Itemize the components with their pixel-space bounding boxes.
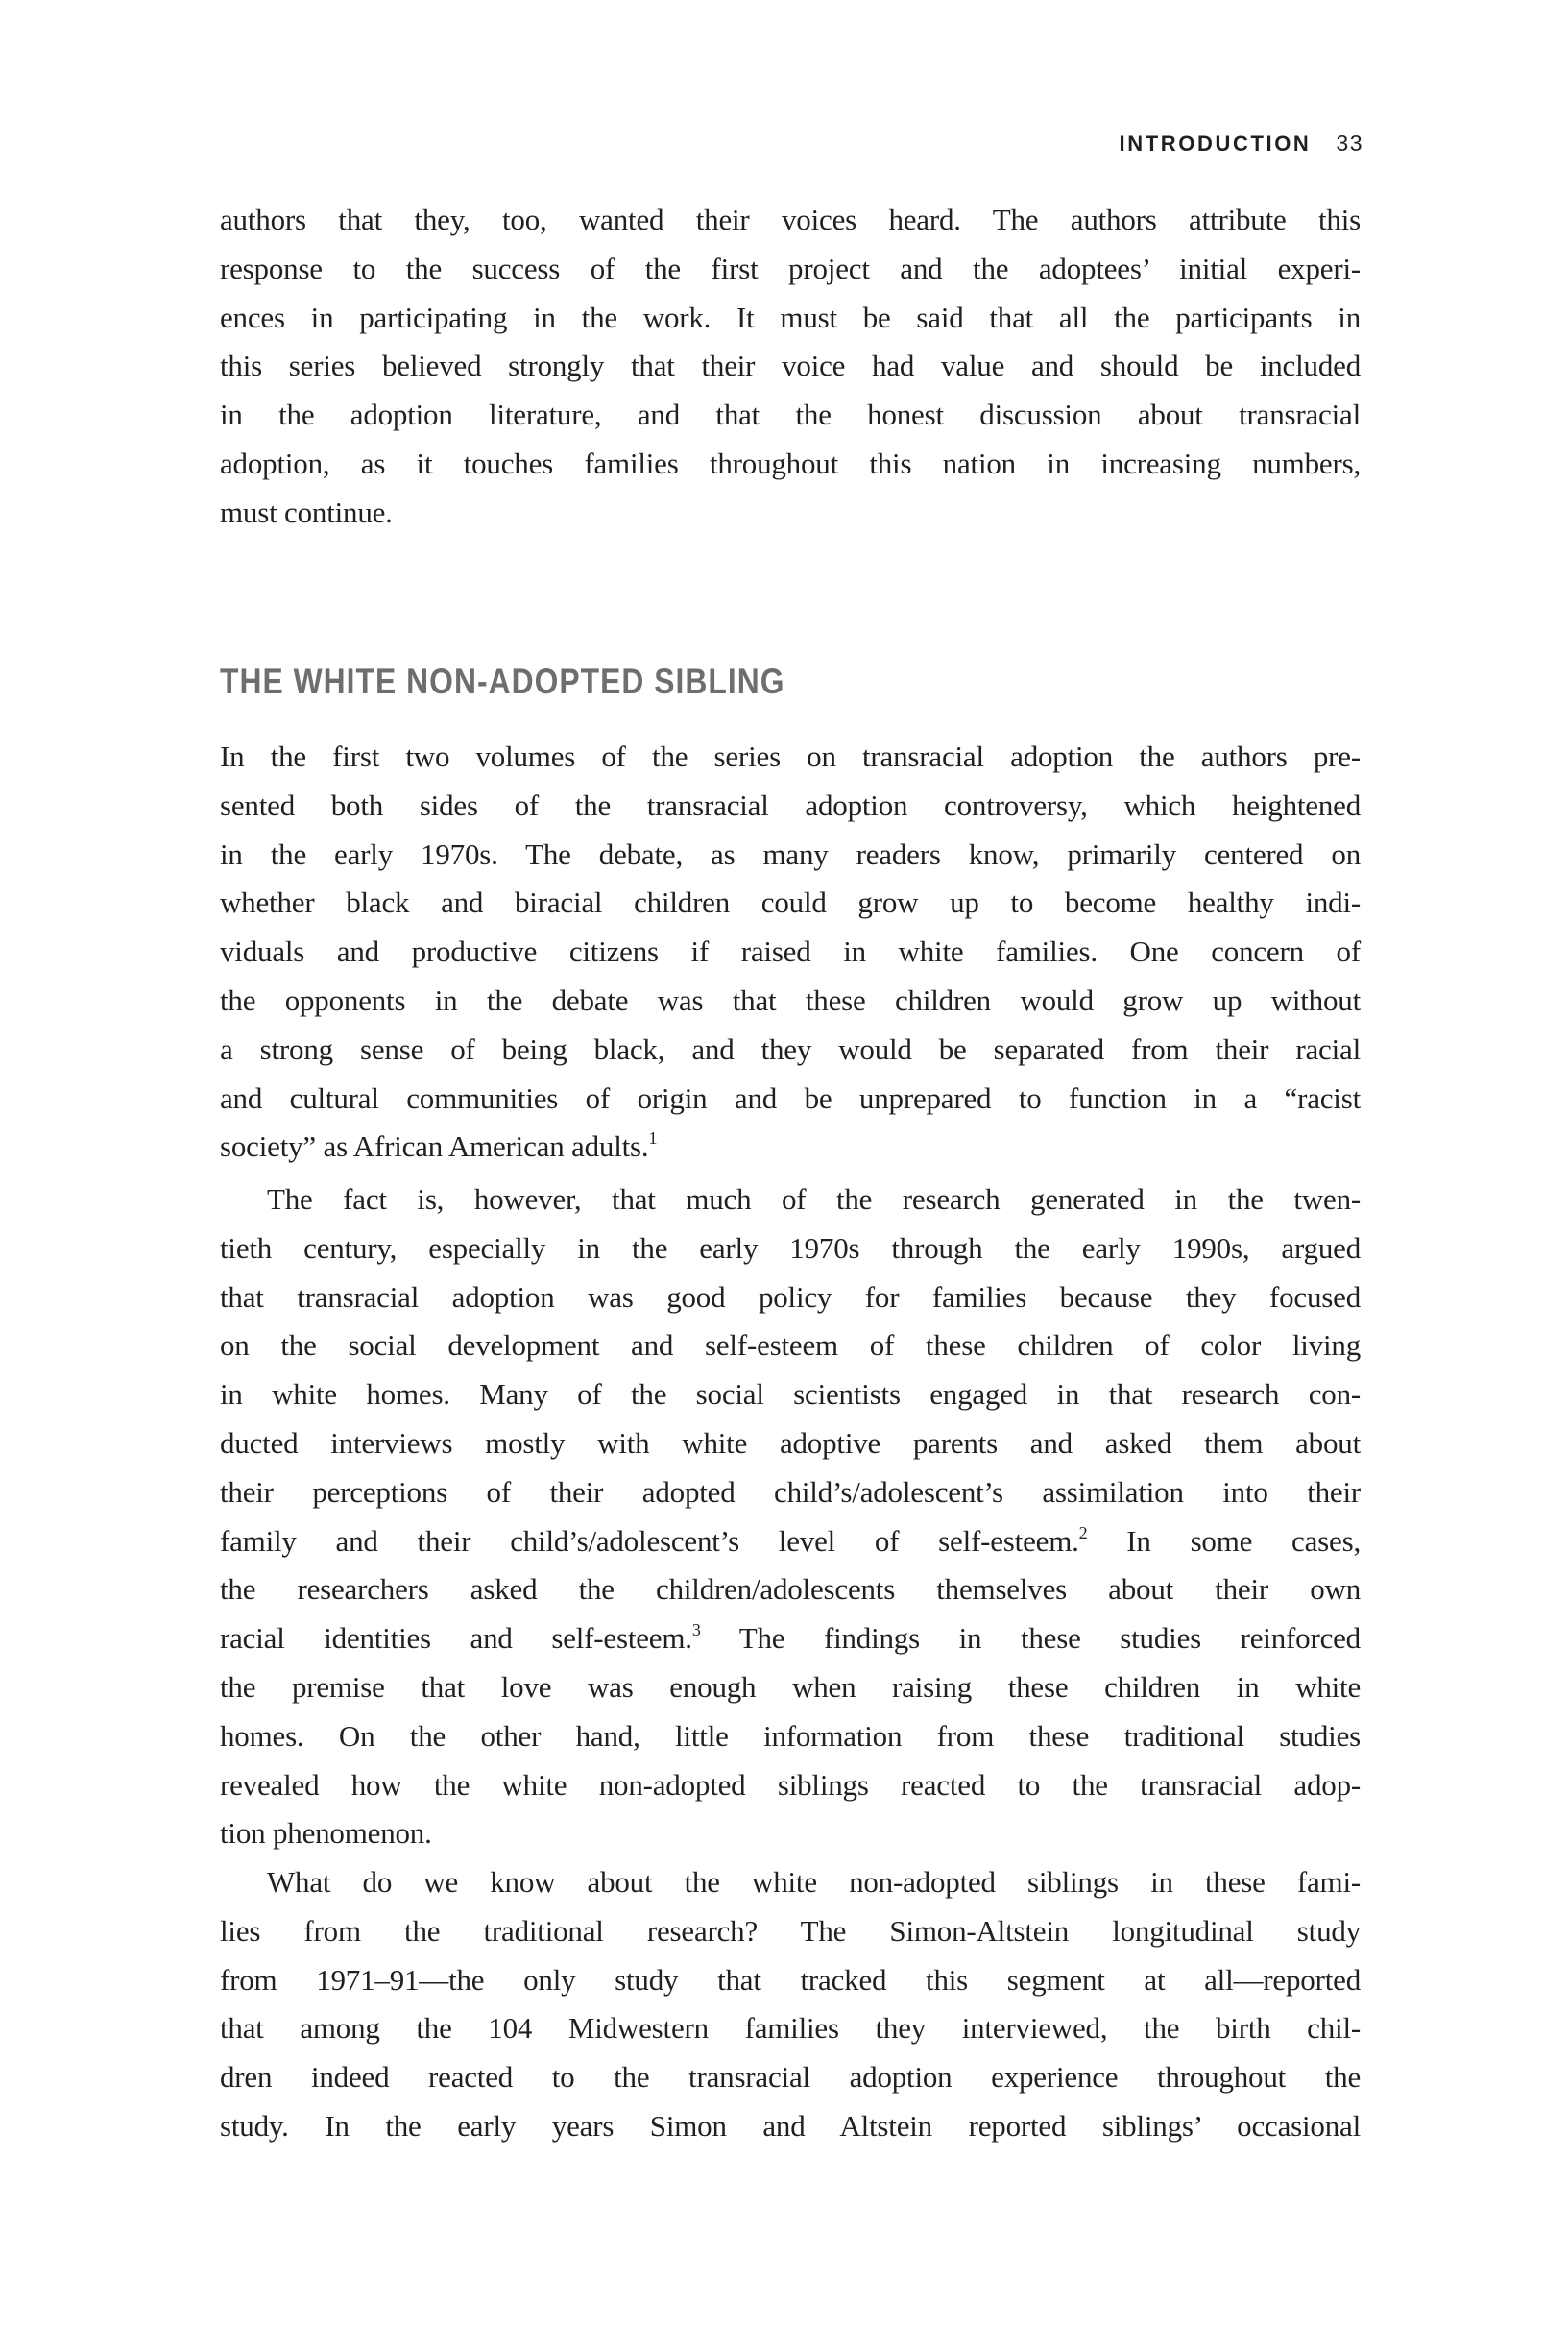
text-line: ences in participating in the work. It must be said that all the participants in: [220, 300, 1361, 334]
text-line: homes. On the other hand, little information from these traditional studies: [220, 1718, 1361, 1753]
footnote-ref-3[interactable]: 3: [691, 1620, 701, 1640]
text-line: lies from the traditional research? The Simon-Altstein longitudinal study: [220, 1913, 1361, 1948]
text-line: must continue.: [220, 495, 393, 529]
text-line: their perceptions of their adopted child’s/adolescent’s assimilation into their: [220, 1474, 1361, 1509]
text-segment: family and their child’s/adolescent’s level of self-esteem.: [220, 1523, 1079, 1558]
paragraph-2: [220, 1176, 1361, 1858]
running-head: [960, 131, 1363, 159]
text-line: sented both sides of the transracial adoption controversy, which heightened: [220, 788, 1361, 822]
text-line: in the adoption literature, and that the honest discussion about transracial: [220, 398, 1361, 432]
text-line: the researchers asked the children/adolescents themselves about their own: [220, 1572, 1361, 1607]
text-line: tion phenomenon.: [220, 1816, 432, 1851]
text-line: response to the success of the first project and the adoptees’ initial experi-: [220, 251, 1361, 285]
text-line: whether black and biracial children could grow up to become healthy indi-: [220, 885, 1361, 920]
text-line: in white homes. Many of the social scientists engaged in that research con-: [220, 1377, 1361, 1412]
text-line: What do we know about the white non-adopted siblings in these fami-: [267, 1865, 1361, 1899]
text-line: authors that they, too, wanted their voices heard. The authors attribute this: [220, 203, 1361, 236]
footnote-ref-2[interactable]: 2: [1078, 1522, 1088, 1542]
text-line: from 1971–91—the only study that tracked this segment at all—reported: [220, 1962, 1361, 1997]
text-line: that transracial adoption was good policy for families because they focused: [220, 1279, 1361, 1314]
text-line: dren indeed reacted to the transracial adoption experience throughout the: [220, 2060, 1361, 2095]
page-number: 33: [1336, 131, 1363, 156]
text-line: adoption, as it touches families throughout this nation in increasing numbers,: [220, 446, 1361, 480]
text-line: [220, 1517, 1361, 1566]
text-line: in the early 1970s. The debate, as many readers know, primarily centered on: [220, 837, 1361, 871]
text-line: ducted interviews mostly with white adoptive parents and asked them about: [220, 1425, 1361, 1460]
running-head-title: INTRODUCTION: [1119, 132, 1312, 156]
text-line: [220, 1614, 1361, 1663]
text-line: tieth century, especially in the early 1970s through the early 1990s, argued: [220, 1230, 1361, 1265]
text-line: revealed how the white non-adopted siblings reacted to the transracial adop-: [220, 1767, 1361, 1802]
paragraph-continuation: [220, 196, 1361, 538]
text-line: a strong sense of being black, and they would be separated from their racial: [220, 1031, 1361, 1066]
text-line: that among the 104 Midwestern families they interviewed, the birth chil-: [220, 2011, 1361, 2046]
text-segment: racial identities and self-esteem.: [220, 1621, 692, 1656]
text-line: on the social development and self-esteem of these children of color living: [220, 1328, 1361, 1363]
text-line: viduals and productive citizens if raised in white families. One concern of: [220, 934, 1361, 969]
text-line: this series believed strongly that their voice had value and should be included: [220, 349, 1361, 383]
text-line: study. In the early years Simon and Altstein reported siblings’ occasional: [220, 2108, 1361, 2143]
text-line: In the first two volumes of the series on transracial adoption the authors pre-: [220, 740, 1361, 773]
text-line: [220, 1123, 1361, 1172]
text-segment: In some cases,: [1087, 1523, 1361, 1558]
text-line: the premise that love was enough when raising these children in white: [220, 1669, 1361, 1704]
section-heading: THE WHITE NON-ADOPTED SIBLING: [220, 662, 785, 701]
text-line: and cultural communities of origin and be unprepared to function in a “racist: [220, 1080, 1361, 1115]
footnote-ref-1[interactable]: 1: [648, 1128, 658, 1149]
paragraph-1: [220, 733, 1361, 1172]
text-line: The fact is, however, that much of the research generated in the twen-: [267, 1182, 1361, 1216]
text-line: the opponents in the debate was that these children would grow up without: [220, 982, 1361, 1017]
text-segment: society” as African American adults.: [220, 1129, 649, 1164]
text-segment: The findings in these studies reinforced: [700, 1621, 1361, 1656]
paragraph-3: [220, 1858, 1361, 2151]
